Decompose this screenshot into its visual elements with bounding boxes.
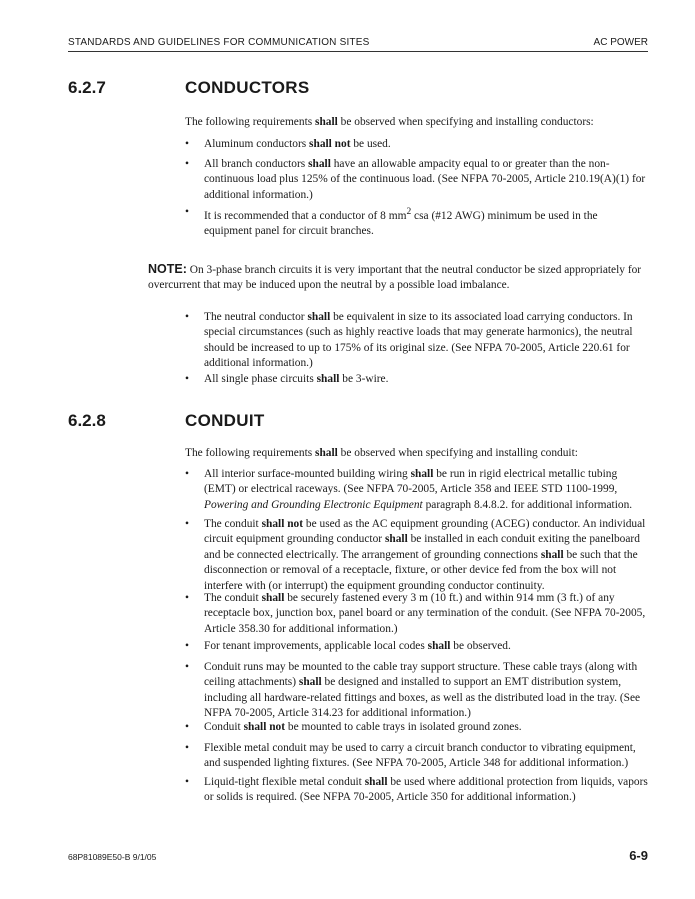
list-item: • The neutral conductor shall be equivalent in size to its associated load carrying conductors. In special circumstances (such as highly reactive loads that may generate harmonics), the neutral should be increased to up to 175% of its original size. (See NFPA 70-2005, Article 220.61 for additional information.) [185,311,633,370]
section-title: CONDUCTORS [185,78,310,97]
list-item: • Liquid-tight flexible metal conduit shall be used where additional protection from liquids, vapors or solids is required. (See NFPA 70-2005, Article 350 for additional information.) [185,776,648,804]
document-id: 68P81089E50-B 9/1/05 [68,852,157,862]
header-left: STANDARDS AND GUIDELINES FOR COMMUNICATION SITES [68,37,370,48]
header-rule [68,51,648,52]
list-item: • All single phase circuits shall be 3-wire. [185,373,389,385]
list-item: • All branch conductors shall have an allowable ampacity equal to or greater than the non-continuous load plus 125% of the continuous load. (See NFPA 70-2005, Article 210.19(A)(1) for additional information.) [185,158,646,201]
list-item: • For tenant improvements, applicable local codes shall be observed. [185,640,511,652]
list-item: • It is recommended that a conductor of 8 $mm^2$ csa (#12 AWG) minimum be used in the equipment panel for circuit branches. [185,206,598,238]
conductors-intro: The following requirements shall be observed when specifying and installing conductors: [185,116,594,128]
list-item: • The conduit shall be securely fastened every 3 m (10 ft.) and within 914 mm (3 ft.) of any receptacle box, junction box, panel board or any termination of the conduit. (See NFPA 70-2005, Article 358.30 for additional information.) [185,592,646,635]
list-item: • Conduit runs may be mounted to the cable tray support structure. These cable trays (along with ceiling attachments) shall be designed and installed to support an EMT distribution system, including all hardware-related fittings and boxes, as well as the distributed load in the tray. (See NFPA 70-2005, Article 314.23 for additional information.) [185,661,641,720]
section-number: 6.2.8 [68,411,106,430]
section-title: CONDUIT [185,411,265,430]
note-label: NOTE: [148,262,187,276]
list-item: • All interior surface-mounted building wiring shall be run in rigid electrical metallic tubing (EMT) or electrical raceways. (See NFPA 70-2005, Article 358 and IEEE STD 1100-1999, Powering and Grounding Electronic Equipment paragraph 8.4.8.2. for additional information. [185,468,633,511]
list-item: • The conduit shall not be used as the AC equipment grounding (ACEG) conductor. An individual circuit equipment grounding conductor shall be installed in each conduit exiting the panelboard and be connected electrically. The arrangement of grounding connections shall be such that the disconnection or removal of a receptacle, fixture, or other device fed from the box will not interfere with (or interrupt) the equipment grounding conductor continuity. [185,518,646,592]
header-right: AC POWER [593,37,648,48]
section-number: 6.2.7 [68,78,106,97]
list-item: • Aluminum conductors shall not be used. [185,138,391,150]
note-block: NOTE: On 3-phase branch circuits it is very important that the neutral conductor be sized appropriately for overcurrent that may be induced upon the neutral by a possible load imbalance. [148,262,642,292]
list-item: • Conduit shall not be mounted to cable trays in isolated ground zones. [185,721,522,733]
page-number: 6-9 [629,848,648,863]
conduit-intro: The following requirements shall be observed when specifying and installing conduit: [185,447,578,459]
list-item: • Flexible metal conduit may be used to carry a circuit branch conductor to vibrating equipment, and suspended lighting fixtures. (See NFPA 70-2005, Article 348 for additional information.) [185,742,636,770]
